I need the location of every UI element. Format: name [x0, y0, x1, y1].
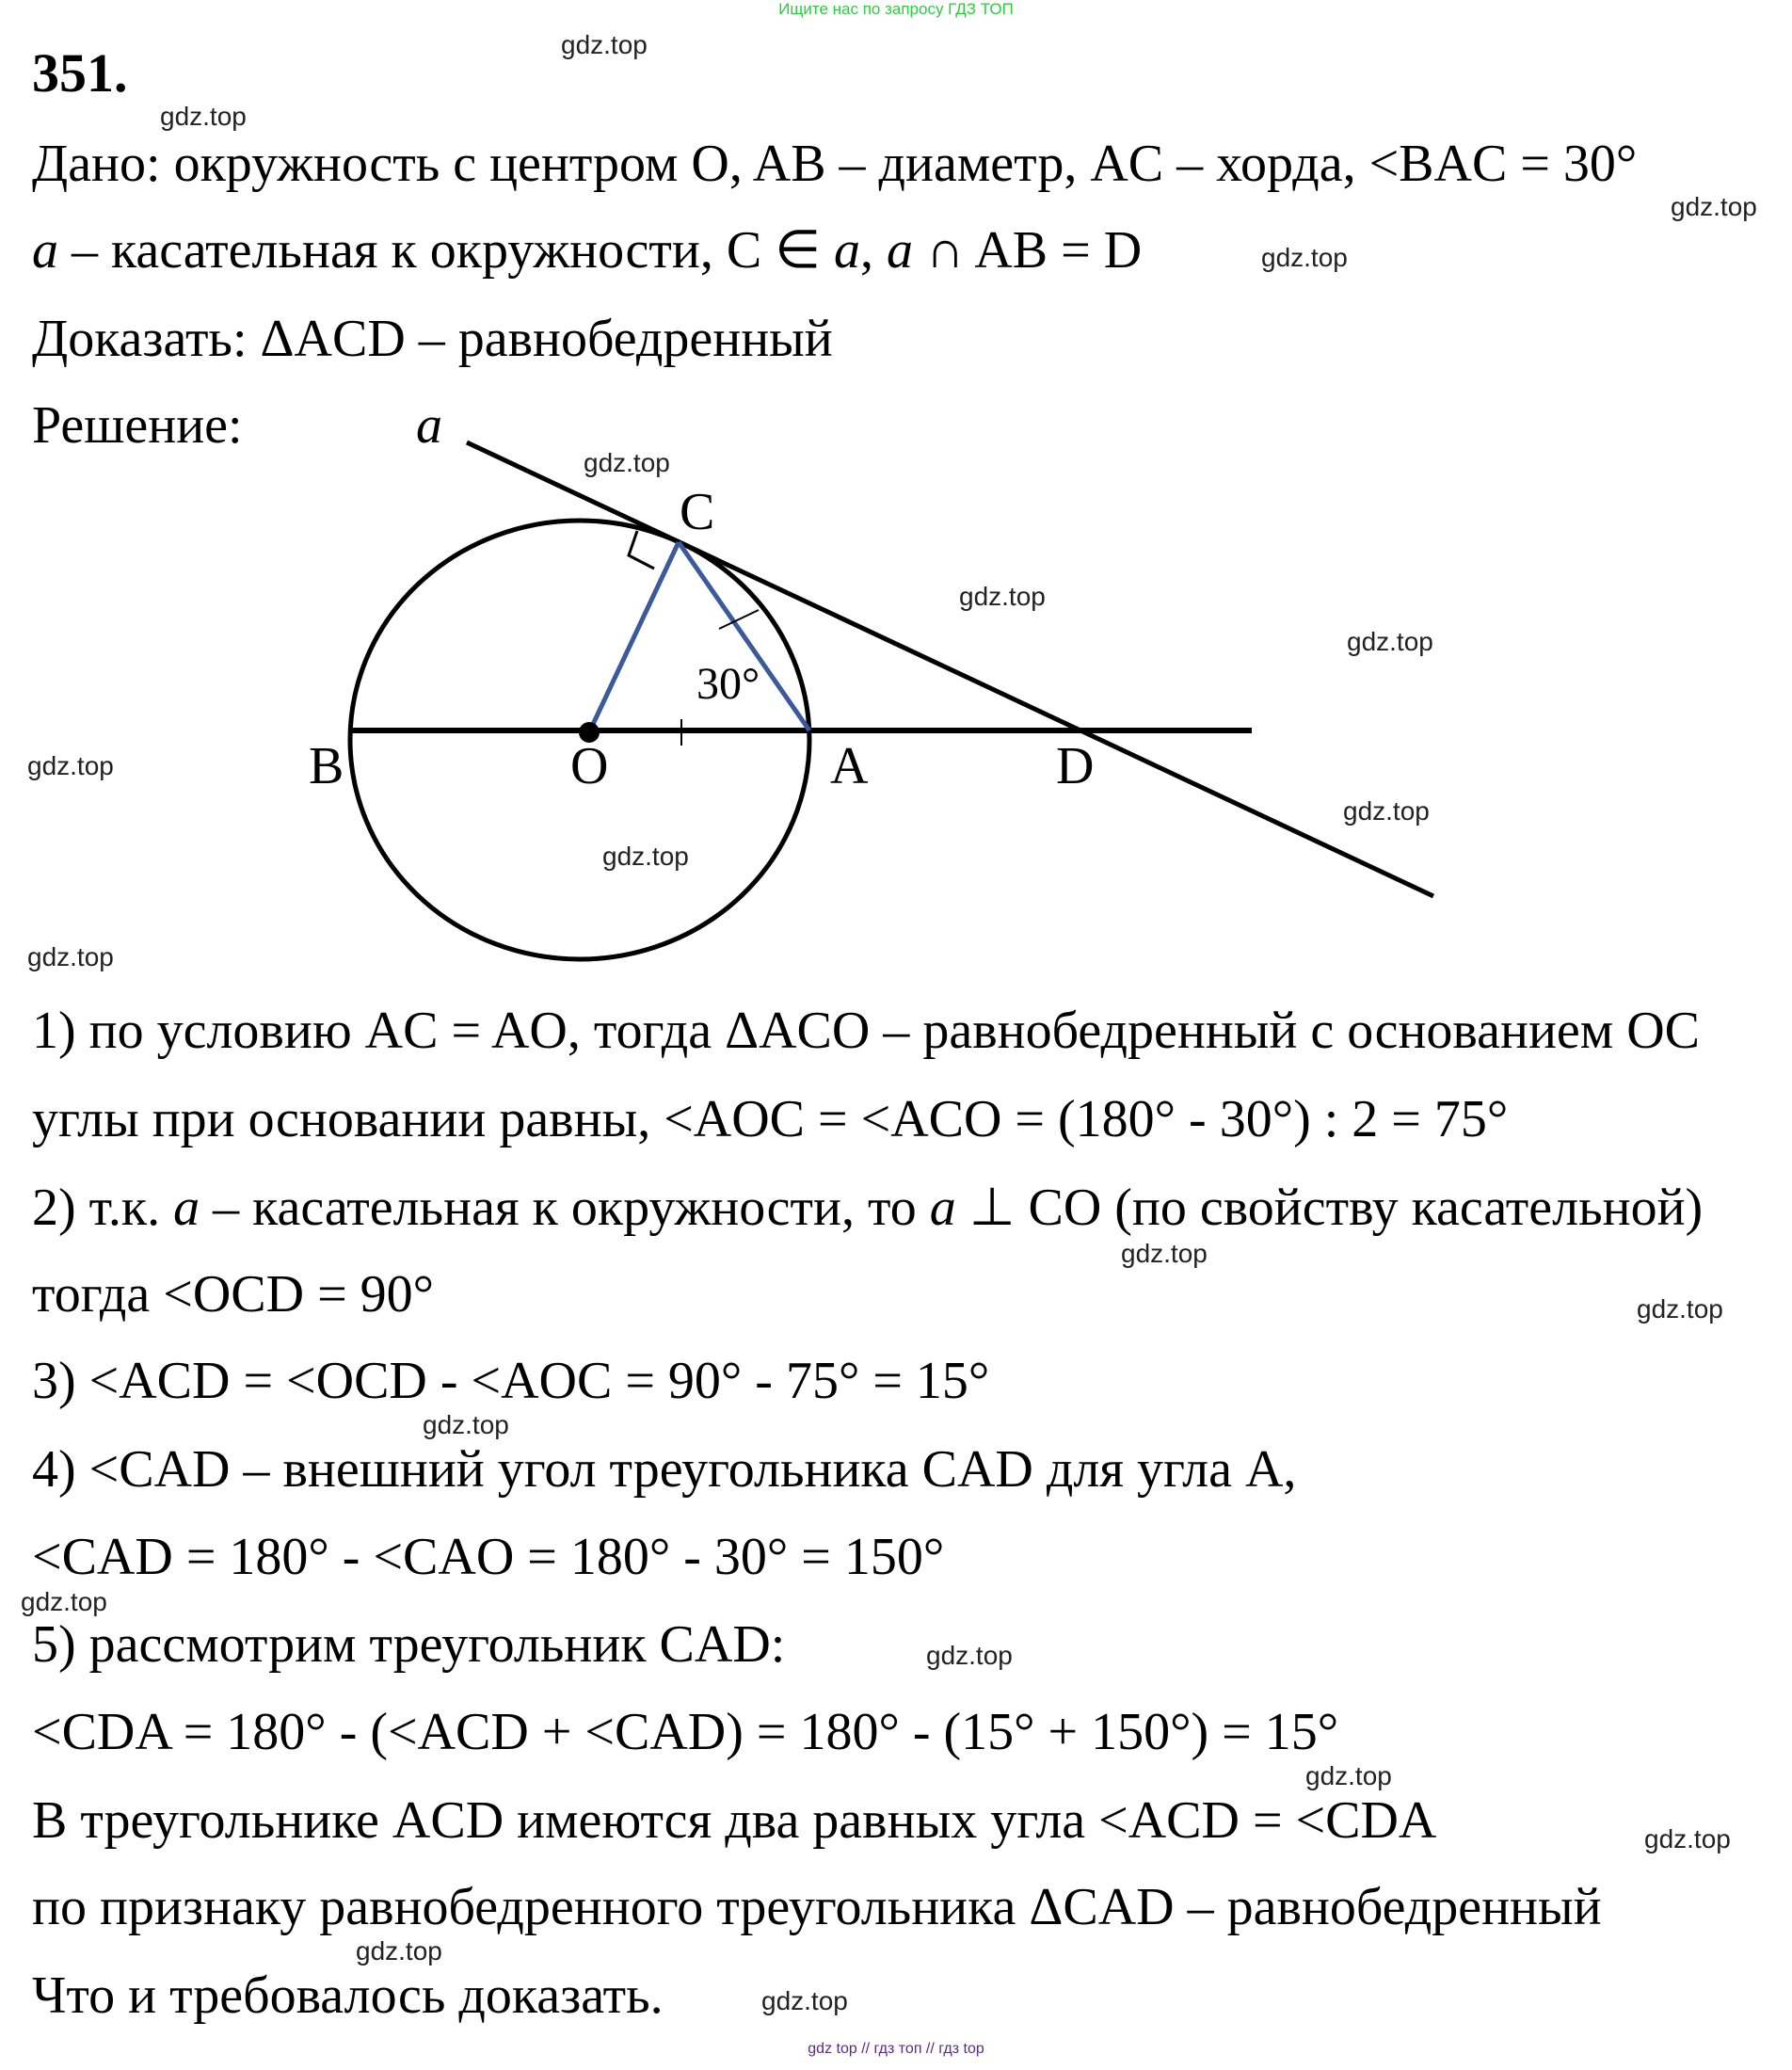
var-a: a [833, 221, 860, 280]
step-4: 4) <CAD – внешний угол треугольника CAD для угла A, [32, 1440, 1297, 1499]
step-3: 3) <ACD = <OCD - <AOC = 90° - 75° = 15° [32, 1352, 990, 1410]
angle-label: 30° [696, 659, 760, 709]
step-5-cont: <CDA = 180° - (<ACD + <CAD) = 180° - (15° + 150°) = 15° [32, 1703, 1339, 1761]
text: – касательная к окружности, C ∈ [58, 221, 834, 280]
label-A: A [830, 737, 869, 795]
watermark: gdz.top [561, 30, 648, 59]
watermark: gdz.top [1305, 1761, 1392, 1790]
watermark: gdz.top [926, 1641, 1013, 1670]
var-a: a [886, 221, 913, 280]
watermark: gdz.top [160, 102, 247, 131]
step-2-cont: тогда <OCD = 90° [32, 1265, 435, 1324]
problem-number: 351. [32, 42, 128, 104]
watermark: gdz.top [584, 448, 670, 477]
watermark: gdz.top [1671, 192, 1757, 221]
text: 2) т.к. [32, 1179, 174, 1237]
prove-line: Доказать: ΔACD – равнобедренный [32, 310, 833, 368]
solution-heading: Решение: [32, 396, 243, 455]
watermark: gdz.top [1347, 627, 1433, 656]
radius-OC [589, 542, 679, 732]
label-a: a [416, 396, 442, 455]
text: – касательная к окружности, то [200, 1179, 930, 1237]
var-a: a [929, 1179, 956, 1237]
step-1: 1) по условию AC = AO, тогда ΔACO – равнобедренный с основанием OC [32, 1002, 1701, 1060]
watermark: gdz.top [356, 1936, 442, 1966]
conclusion-3: Что и требовалось доказать. [32, 1966, 664, 2025]
label-C: C [680, 483, 715, 541]
step-1-cont: углы при основании равны, <AOC = <ACO = (180° - 30°) : 2 = 75° [32, 1090, 1509, 1148]
watermark: gdz.top [27, 942, 114, 971]
watermark: gdz.top [1644, 1824, 1731, 1853]
step-5: 5) рассмотрим треугольник CAD: [32, 1615, 786, 1674]
var-a: a [173, 1179, 200, 1237]
watermark: gdz.top [1637, 1294, 1723, 1324]
right-angle-mark [629, 531, 654, 569]
conclusion-1: В треугольнике ACD имеются два равных угла <ACD = <CDA [32, 1791, 1437, 1850]
text: , [859, 221, 887, 280]
watermark: gdz.top [423, 1410, 509, 1439]
watermark: gdz.top [21, 1587, 107, 1616]
step-2 [32, 1178, 1703, 1238]
search-hint: Ищите нас по запросу ГДЗ ТОП [778, 0, 1014, 18]
footer-links: gdz top // гдз топ // гдз top [808, 2041, 984, 2057]
text: ∩ AB = D [912, 221, 1143, 280]
var-a: a [32, 221, 58, 280]
label-B: B [309, 737, 344, 795]
text: ⊥ CO (по свойству касательной) [955, 1179, 1704, 1237]
label-O: O [570, 737, 609, 795]
tangent-line-a [467, 442, 1433, 896]
watermark: gdz.top [602, 842, 689, 871]
watermark: gdz.top [1121, 1239, 1208, 1268]
conclusion-2: по признаку равнобедренного треугольника ΔCAD – равнобедренный [32, 1878, 1602, 1936]
watermark: gdz.top [959, 582, 1046, 611]
watermark: gdz.top [1343, 796, 1430, 826]
watermark: gdz.top [761, 1986, 848, 2015]
label-D: D [1056, 737, 1095, 795]
given-line: Дано: окружность с центром O, AB – диаметр, AC – хорда, <BAC = 30° [32, 135, 1638, 193]
watermark: gdz.top [27, 751, 114, 780]
step-4-cont: <CAD = 180° - <CAO = 180° - 30° = 150° [32, 1528, 945, 1586]
watermark: gdz.top [1261, 243, 1348, 272]
